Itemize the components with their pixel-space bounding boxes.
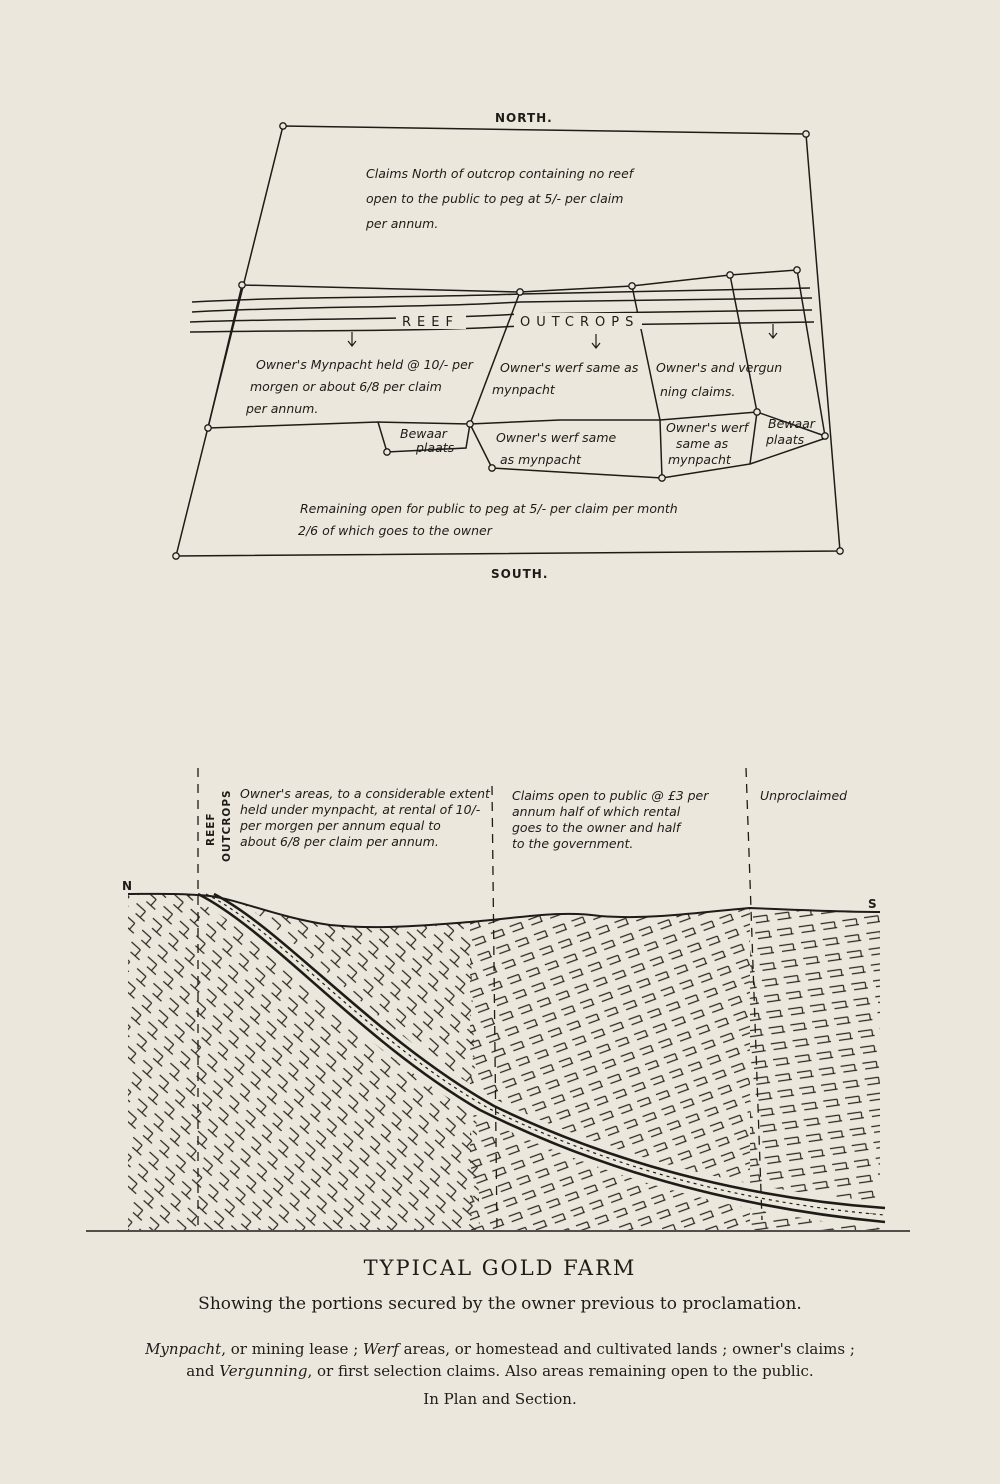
- bewaar-right-text: plaats: [766, 432, 805, 447]
- unproclaimed-text: Unproclaimed: [760, 788, 848, 803]
- north-claims-text: per annum.: [366, 216, 439, 231]
- owners-areas-text: held under mynpacht, at rental of 10/-: [240, 802, 481, 817]
- remaining-text: Remaining open for public to peg at 5/- per claim per month: [300, 501, 678, 516]
- vergun-text: Owner's and vergun: [656, 360, 783, 375]
- section-outcrops-label: OUTCROPS: [221, 789, 233, 862]
- werf-lower-text: Owner's werf same: [496, 430, 617, 445]
- werf-mid-text: Owner's werf same as: [500, 360, 639, 375]
- rock-strata: [128, 880, 488, 1230]
- werf-right-text: same as: [676, 436, 729, 451]
- vergunning-desc: , or first selection claims. Also areas remaining open to the public.: [307, 1362, 814, 1380]
- mynpacht-text: per annum.: [246, 401, 319, 416]
- werf-lower-text: as mynpacht: [500, 452, 581, 467]
- werf-desc: areas, or homestead and cultivated lands ; owner's claims ;: [398, 1340, 855, 1358]
- claims-open-text: to the government.: [512, 836, 634, 851]
- owners-areas-text: about 6/8 per claim per annum.: [240, 834, 439, 849]
- remaining-text: 2/6 of which goes to the owner: [298, 523, 492, 538]
- south-label: SOUTH.: [491, 567, 549, 581]
- werf-right-text: mynpacht: [668, 452, 731, 467]
- caption-description: [0, 1338, 1000, 1382]
- north-end-label: N: [122, 879, 134, 893]
- vergun-text: ning claims.: [660, 384, 736, 399]
- bewaar-left-text: Bewaar: [400, 426, 447, 441]
- caption-subtitle: Showing the portions secured by the owner previous to proclamation.: [198, 1294, 802, 1314]
- north-label: NORTH.: [495, 111, 553, 125]
- vergunning-term: Vergunning: [219, 1362, 308, 1380]
- mynpacht-text: morgen or about 6/8 per claim: [250, 379, 442, 394]
- mynpacht-term: Mynpacht: [145, 1340, 222, 1358]
- mynpacht-text: Owner's Mynpacht held @ 10/- per: [256, 357, 473, 372]
- outcrops-label: OUTCROPS: [520, 315, 640, 330]
- owners-areas-text: per morgen per annum equal to: [240, 818, 441, 833]
- reef-label: REEF: [402, 315, 459, 330]
- caption-footer: In Plan and Section.: [423, 1390, 577, 1408]
- reef-line: [190, 310, 812, 322]
- rock-strata: [750, 900, 885, 1230]
- caption-title: TYPICAL GOLD FARM: [363, 1256, 637, 1280]
- claims-open-text: goes to the owner and half: [512, 820, 681, 835]
- south-end-label: S: [868, 897, 878, 911]
- section-reef-label: REEF: [205, 812, 217, 846]
- claims-divider: [797, 270, 825, 436]
- bewaar-left-text: plaats: [416, 440, 455, 455]
- owners-areas-text: Owner's areas, to a considerable extent: [240, 786, 490, 801]
- bewaar-right-text: Bewaar: [768, 416, 815, 431]
- claims-open-text: Claims open to public @ £3 per: [512, 788, 709, 803]
- reef-line: [192, 298, 812, 312]
- arrow-icon: [769, 324, 777, 338]
- north-claims-text: open to the public to peg at 5/- per claim: [366, 191, 624, 206]
- and-text: and: [186, 1362, 220, 1380]
- werf-right-text: Owner's werf: [666, 420, 749, 435]
- werf-mid-text: mynpacht: [492, 382, 555, 397]
- claims-divider: [208, 285, 242, 428]
- reef-line: [190, 322, 814, 332]
- north-claims-text: Claims North of outcrop containing no reef: [366, 166, 634, 181]
- arrow-icon: [348, 332, 356, 346]
- werf-term: Werf: [363, 1340, 399, 1358]
- mynpacht-desc: , or mining lease ;: [221, 1340, 364, 1358]
- claims-divider: [470, 292, 520, 424]
- arrow-icon: [592, 334, 600, 348]
- claims-open-text: annum half of which rental: [512, 804, 681, 819]
